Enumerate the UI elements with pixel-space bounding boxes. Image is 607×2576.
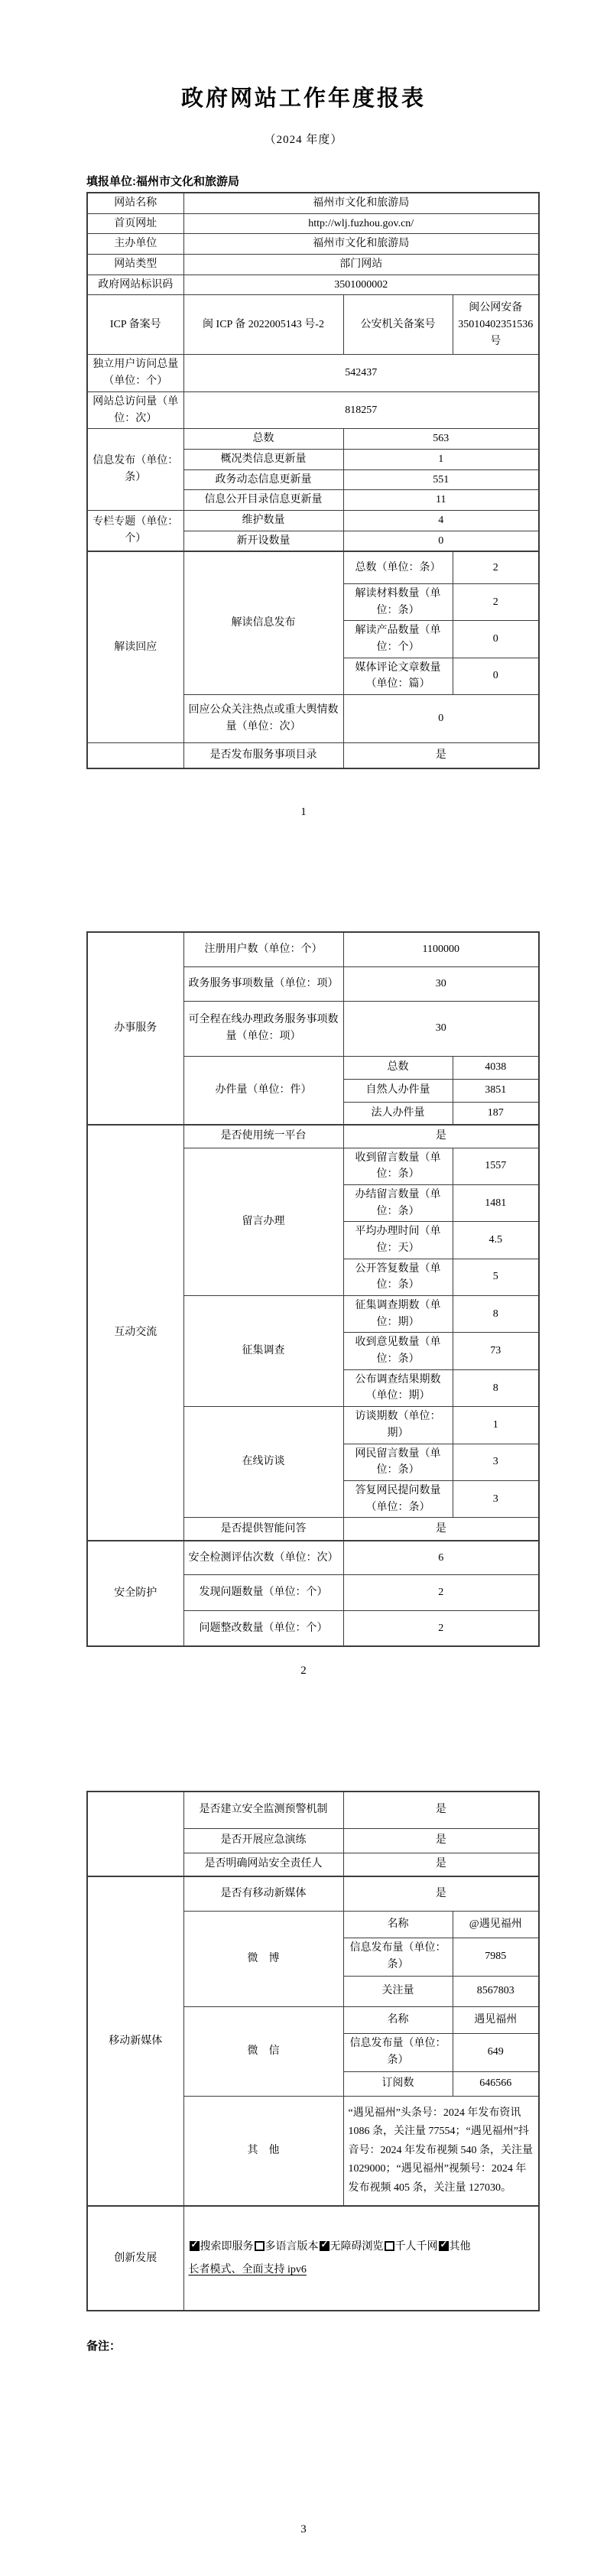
- row-value: 部门网站: [183, 255, 539, 275]
- row-label: 新开设数量: [183, 531, 343, 551]
- section-label: 创新发展: [87, 2206, 183, 2311]
- section-label: 专栏专题（单位：个）: [87, 510, 183, 551]
- row-label: 收到意见数量（单位：条）: [343, 1333, 453, 1369]
- row-value: 73: [453, 1333, 539, 1369]
- innovation-option: [438, 2241, 471, 2253]
- row-label: 公开答复数量（单位：条）: [343, 1259, 453, 1295]
- checkbox-unchecked-icon[interactable]: [385, 2241, 394, 2251]
- row-label: 是否开展应急演练: [183, 1828, 343, 1853]
- checkbox-checked-icon[interactable]: [320, 2241, 329, 2251]
- section-label: 互动交流: [87, 1125, 183, 1541]
- option-label: 千人千网: [394, 2241, 438, 2253]
- row-value: 3: [453, 1480, 539, 1517]
- icp-number: 闽 ICP 备 2022005143 号-2: [183, 295, 343, 355]
- reporting-unit: 填报单位:福州市文化和旅游局: [86, 175, 239, 188]
- row-label: 是否明确网站安全责任人: [183, 1853, 343, 1876]
- row-value: 646566: [453, 2071, 539, 2096]
- option-label: 搜索即服务: [200, 2241, 254, 2253]
- subsection-label: 微 博: [183, 1911, 343, 2006]
- row-label: 发现问题数量（单位：个）: [183, 1575, 343, 1611]
- row-value: 6: [343, 1541, 539, 1575]
- row-label: 网民留言数量（单位：条）: [343, 1444, 453, 1480]
- row-value: 1481: [453, 1184, 539, 1221]
- row-label: 政务动态信息更新量: [183, 469, 343, 490]
- row-label: 网站总访问量（单位：次）: [87, 391, 183, 428]
- row-value: 11: [343, 490, 539, 511]
- innovation-option: [384, 2241, 438, 2253]
- page-title: 政府网站工作年度报表: [180, 86, 426, 111]
- row-value: 2: [453, 583, 539, 620]
- row-value: 遇见福州: [453, 2006, 539, 2033]
- innovation-other-text: 长者模式、全面支持 ipv6: [188, 2263, 307, 2276]
- row-label: 访谈期数（单位：期）: [343, 1407, 453, 1444]
- row-label: 首页网址: [87, 213, 183, 234]
- row-label: 独立用户访问总量（单位：个）: [87, 355, 183, 391]
- row-label: 名称: [343, 1911, 453, 1938]
- checkbox-unchecked-icon[interactable]: [255, 2241, 265, 2251]
- row-value: @遇见福州: [453, 1911, 539, 1938]
- page-number: 1: [300, 806, 307, 818]
- section-label: 解读回应: [87, 551, 183, 742]
- row-value: 2: [343, 1575, 539, 1611]
- section-label: 办事服务: [87, 932, 183, 1125]
- other-media-detail: “遇见福州”头条号：2024 年发布资讯 1086 条，关注量 77554；“遇见福州”抖音号：2024 年发布视频 540 条，关注量 1029000；“遇见福州”视频号：2024 年发布视频 405 条，关注量 127030。: [343, 2096, 539, 2206]
- row-label: 注册用户数（单位：个）: [183, 932, 343, 966]
- row-label: 问题整改数量（单位：个）: [183, 1611, 343, 1646]
- row-value: 542437: [183, 355, 539, 391]
- checkbox-checked-icon[interactable]: [190, 2241, 200, 2251]
- row-value: 1100000: [343, 932, 539, 966]
- row-value: 8: [453, 1369, 539, 1406]
- row-value: 8: [453, 1296, 539, 1333]
- row-value: 7985: [453, 1938, 539, 1976]
- row-label: 名称: [343, 2006, 453, 2033]
- row-value: 0: [453, 658, 539, 694]
- subsection-label: 微 信: [183, 2006, 343, 2096]
- subsection-label: 办件量（单位：件）: [183, 1056, 343, 1125]
- row-value: 是: [343, 742, 539, 768]
- report-page-1: [0, 0, 607, 859]
- row-value: 2: [343, 1611, 539, 1646]
- option-label: 多语言版本: [265, 2241, 319, 2253]
- row-label: 是否发布服务事项目录: [183, 742, 343, 768]
- row-value: 是: [343, 1876, 539, 1911]
- row-label: 维护数量: [183, 510, 343, 531]
- row-value: 0: [343, 694, 539, 742]
- row-label: 办结留言数量（单位：条）: [343, 1184, 453, 1221]
- row-label: 公安机关备案号: [343, 295, 453, 355]
- row-value: 1: [343, 449, 539, 469]
- subsection-label: 征集调查: [183, 1296, 343, 1407]
- row-label: 是否使用统一平台: [183, 1125, 343, 1148]
- row-label: 总数: [343, 1056, 453, 1079]
- row-label: 解读产品数量（单位：个）: [343, 621, 453, 658]
- checkbox-checked-icon[interactable]: [439, 2241, 449, 2251]
- row-value: 3851: [453, 1079, 539, 1102]
- subsection-label: 留言办理: [183, 1148, 343, 1296]
- innovation-option: [319, 2241, 384, 2253]
- row-label: 解读材料数量（单位：条）: [343, 583, 453, 620]
- row-value: 3: [453, 1444, 539, 1480]
- page-number: 3: [300, 2523, 307, 2535]
- row-value: 是: [343, 1828, 539, 1853]
- row-label: 是否提供智能问答: [183, 1518, 343, 1541]
- row-value: 187: [453, 1102, 539, 1125]
- row-value: 30: [343, 1001, 539, 1056]
- service-interaction-table: [86, 931, 540, 1647]
- row-label: 回应公众关注热点或重大舆情数量（单位：次）: [183, 694, 343, 742]
- row-value: 福州市文化和旅游局: [183, 234, 539, 255]
- basic-info-table: [86, 192, 540, 769]
- innovation-option: [189, 2241, 254, 2253]
- row-value: 649: [453, 2033, 539, 2071]
- row-value: 30: [343, 966, 539, 1001]
- row-label: 信息公开目录信息更新量: [183, 490, 343, 511]
- row-label: 是否建立安全监测预警机制: [183, 1792, 343, 1828]
- subsection-label: 其 他: [183, 2096, 343, 2206]
- row-value: 1: [453, 1407, 539, 1444]
- row-label: 政务服务事项数量（单位：项）: [183, 966, 343, 1001]
- row-label: 订阅数: [343, 2071, 453, 2096]
- empty-cell: [87, 742, 183, 768]
- row-label: 信息发布量（单位：条）: [343, 2033, 453, 2071]
- row-value: 0: [453, 621, 539, 658]
- row-label: 概况类信息更新量: [183, 449, 343, 469]
- empty-cell: [87, 1792, 183, 1876]
- innovation-option: [254, 2241, 319, 2253]
- homepage-url: http://wlj.fuzhou.gov.cn/: [183, 213, 539, 234]
- row-label: 答复网民提问数量（单位：条）: [343, 1480, 453, 1517]
- row-label: 公布调查结果期数（单位：期）: [343, 1369, 453, 1406]
- row-label: 政府网站标识码: [87, 274, 183, 295]
- notes-label: 备注：: [86, 2340, 122, 2353]
- row-value: 563: [343, 429, 539, 450]
- row-label: 关注量: [343, 1976, 453, 2006]
- row-value: 是: [343, 1125, 539, 1148]
- row-value: 4: [343, 510, 539, 531]
- row-label: 平均办理时间（单位：天）: [343, 1222, 453, 1259]
- row-label: ICP 备案号: [87, 295, 183, 355]
- row-value: 福州市文化和旅游局: [183, 193, 539, 213]
- row-value: 2: [453, 551, 539, 583]
- report-year-subtitle: （2024 年度）: [264, 134, 343, 146]
- report-page-3: [0, 1717, 607, 2576]
- report-page-2: [0, 859, 607, 1717]
- row-value: 5: [453, 1259, 539, 1295]
- row-label: 媒体评论文章数量（单位：篇）: [343, 658, 453, 694]
- page-number: 2: [300, 1665, 307, 1677]
- row-label: 网站类型: [87, 255, 183, 275]
- row-label: 安全检测评估次数（单位：次）: [183, 1541, 343, 1575]
- police-number: 闽公网安备 35010402351536 号: [453, 295, 539, 355]
- row-label: 可全程在线办理政务服务事项数量（单位：项）: [183, 1001, 343, 1056]
- subsection-label: 在线访谈: [183, 1407, 343, 1518]
- row-label: 主办单位: [87, 234, 183, 255]
- row-label: 是否有移动新媒体: [183, 1876, 343, 1911]
- row-value: 0: [343, 531, 539, 551]
- site-id-code: 3501000002: [183, 274, 539, 295]
- section-label: 信息发布（单位：条）: [87, 429, 183, 511]
- row-label: 信息发布量（单位：条）: [343, 1938, 453, 1976]
- option-label: 其他: [449, 2241, 471, 2253]
- row-label: 征集调查期数（单位：期）: [343, 1296, 453, 1333]
- row-label: 收到留言数量（单位：条）: [343, 1148, 453, 1184]
- row-label: 自然人办件量: [343, 1079, 453, 1102]
- row-label: 总数: [183, 429, 343, 450]
- row-value: 818257: [183, 391, 539, 428]
- row-label: 法人办件量: [343, 1102, 453, 1125]
- media-innovation-table: [86, 1791, 540, 2311]
- row-value: 是: [343, 1792, 539, 1828]
- subsection-label: 解读信息发布: [183, 551, 343, 694]
- innovation-options-cell: [183, 2206, 539, 2311]
- row-label: 总数（单位：条）: [343, 551, 453, 583]
- row-value: 是: [343, 1518, 539, 1541]
- row-value: 8567803: [453, 1976, 539, 2006]
- section-label: 安全防护: [87, 1541, 183, 1646]
- option-label: 无障碍浏览: [329, 2241, 384, 2253]
- row-value: 551: [343, 469, 539, 490]
- row-value: 是: [343, 1853, 539, 1876]
- row-value: 4038: [453, 1056, 539, 1079]
- row-value: 1557: [453, 1148, 539, 1184]
- row-label: 网站名称: [87, 193, 183, 213]
- section-label: 移动新媒体: [87, 1876, 183, 2206]
- row-value: 4.5: [453, 1222, 539, 1259]
